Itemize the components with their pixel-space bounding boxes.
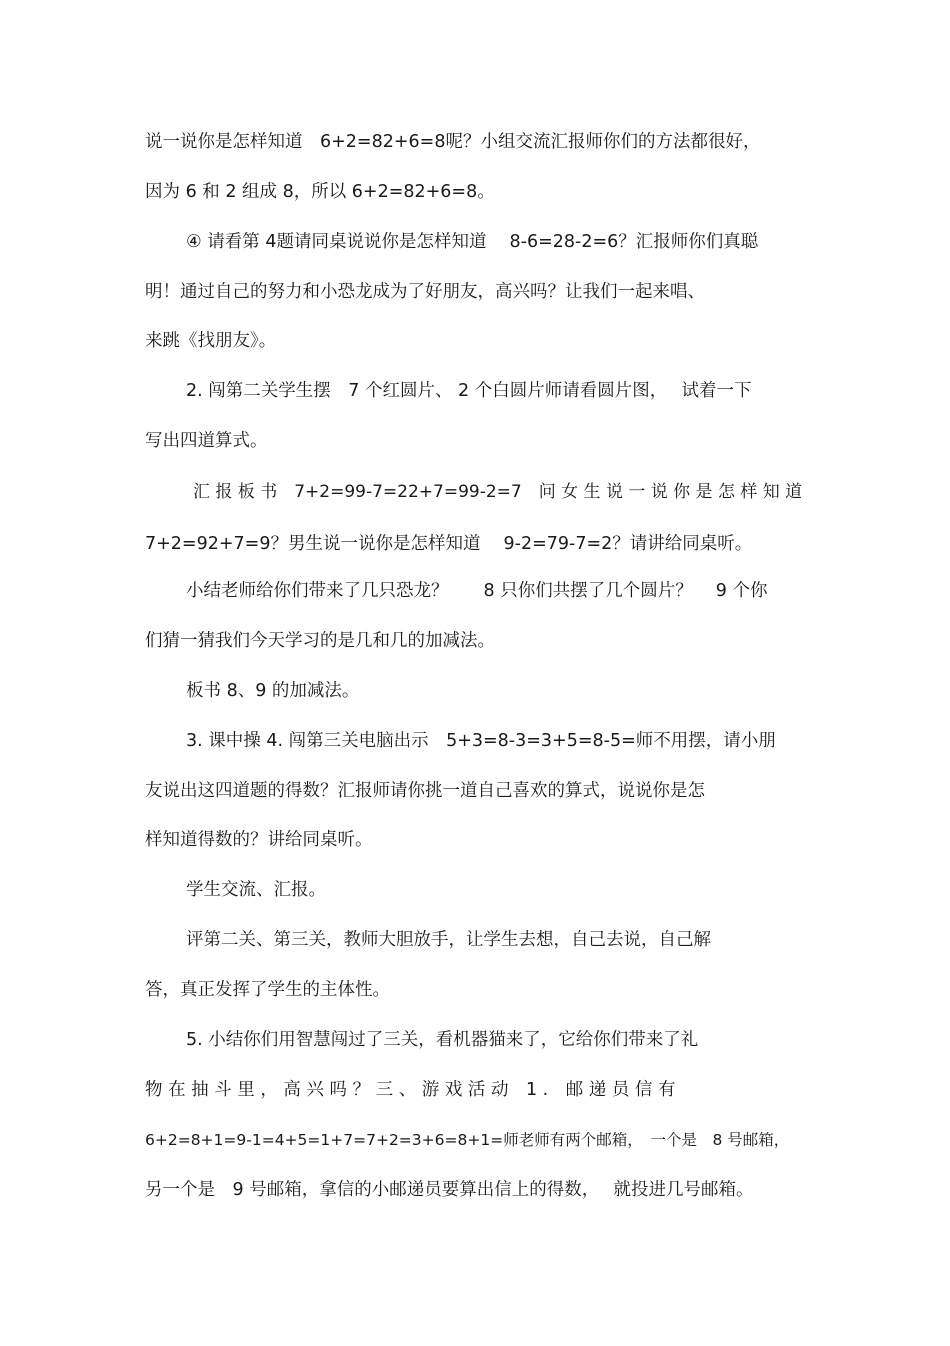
text-line: 小结老师给你们带来了几只恐龙？ 8 只你们共摆了几个圆片？ 9 个你 xyxy=(186,581,768,601)
text-line: 评第二关、第三关，教师大胆放手，让学生去想，自己去说，自己解 xyxy=(186,930,711,950)
text-line: 说一说你是怎样知道 6+2=82+6=8呢？小组交流汇报师你们的方法都很好， xyxy=(145,132,761,152)
text-line: 答，真正发挥了学生的主体性。 xyxy=(145,980,390,1000)
text-line: 另一个是 9 号邮箱，拿信的小邮递员要算出信上的得数， 就投进几号邮箱。 xyxy=(145,1180,754,1200)
text-line: 学生交流、汇报。 xyxy=(186,880,326,900)
text-line: 2. 闯第二关学生摆 7 个红圆片、 2 个白圆片师请看圆片图， 试着一下 xyxy=(186,381,752,401)
text-line: 友说出这四道题的得数？汇报师请你挑一道自己喜欢的算式，说说你是怎 xyxy=(145,781,705,801)
text-line: 3. 课中操 4. 闯第三关电脑出示 5+3=8-3=3+5=8-5=师不用摆，请小朋 xyxy=(186,731,776,751)
text-line: 板书 8、9 的加减法。 xyxy=(186,681,360,701)
text-line: 物 在 抽 斗 里 ， 高 兴 吗 ？ 三 、 游 戏 活 动 1 . 邮 递 员 信 有 xyxy=(145,1080,676,1100)
text-line: 汇 报 板 书 7+2=99-7=22+7=99-2=7 问 女 生 说 一 说 你 是 怎 样 知 道 xyxy=(193,482,803,502)
text-line: ④ 请看第 4题请同桌说说你是怎样知道 8-6=28-2=6？汇报师你们真聪 xyxy=(186,232,759,252)
text-line: 样知道得数的？讲给同桌听。 xyxy=(145,830,373,850)
text-line: 5. 小结你们用智慧闯过了三关，看机器猫来了，它给你们带来了礼 xyxy=(186,1030,699,1050)
text-line: 写出四道算式。 xyxy=(145,431,268,451)
text-line: 们猜一猜我们今天学习的是几和几的加减法。 xyxy=(145,631,495,651)
text-line: 因为 6 和 2 组成 8，所以 6+2=82+6=8。 xyxy=(145,182,495,202)
text-line: 7+2=92+7=9？男生说一说你是怎样知道 9-2=79-7=2？请讲给同桌听。 xyxy=(145,534,753,554)
text-line: 明！通过自己的努力和小恐龙成为了好朋友，高兴吗？让我们一起来唱、 xyxy=(145,282,705,302)
text-line: 来跳《找朋友》。 xyxy=(145,331,277,351)
text-line: 6+2=8+1=9-1=4+5=1+7=7+2=3+6=8+1=师老师有两个邮箱， 一个是 8 号邮箱， xyxy=(145,1131,790,1149)
